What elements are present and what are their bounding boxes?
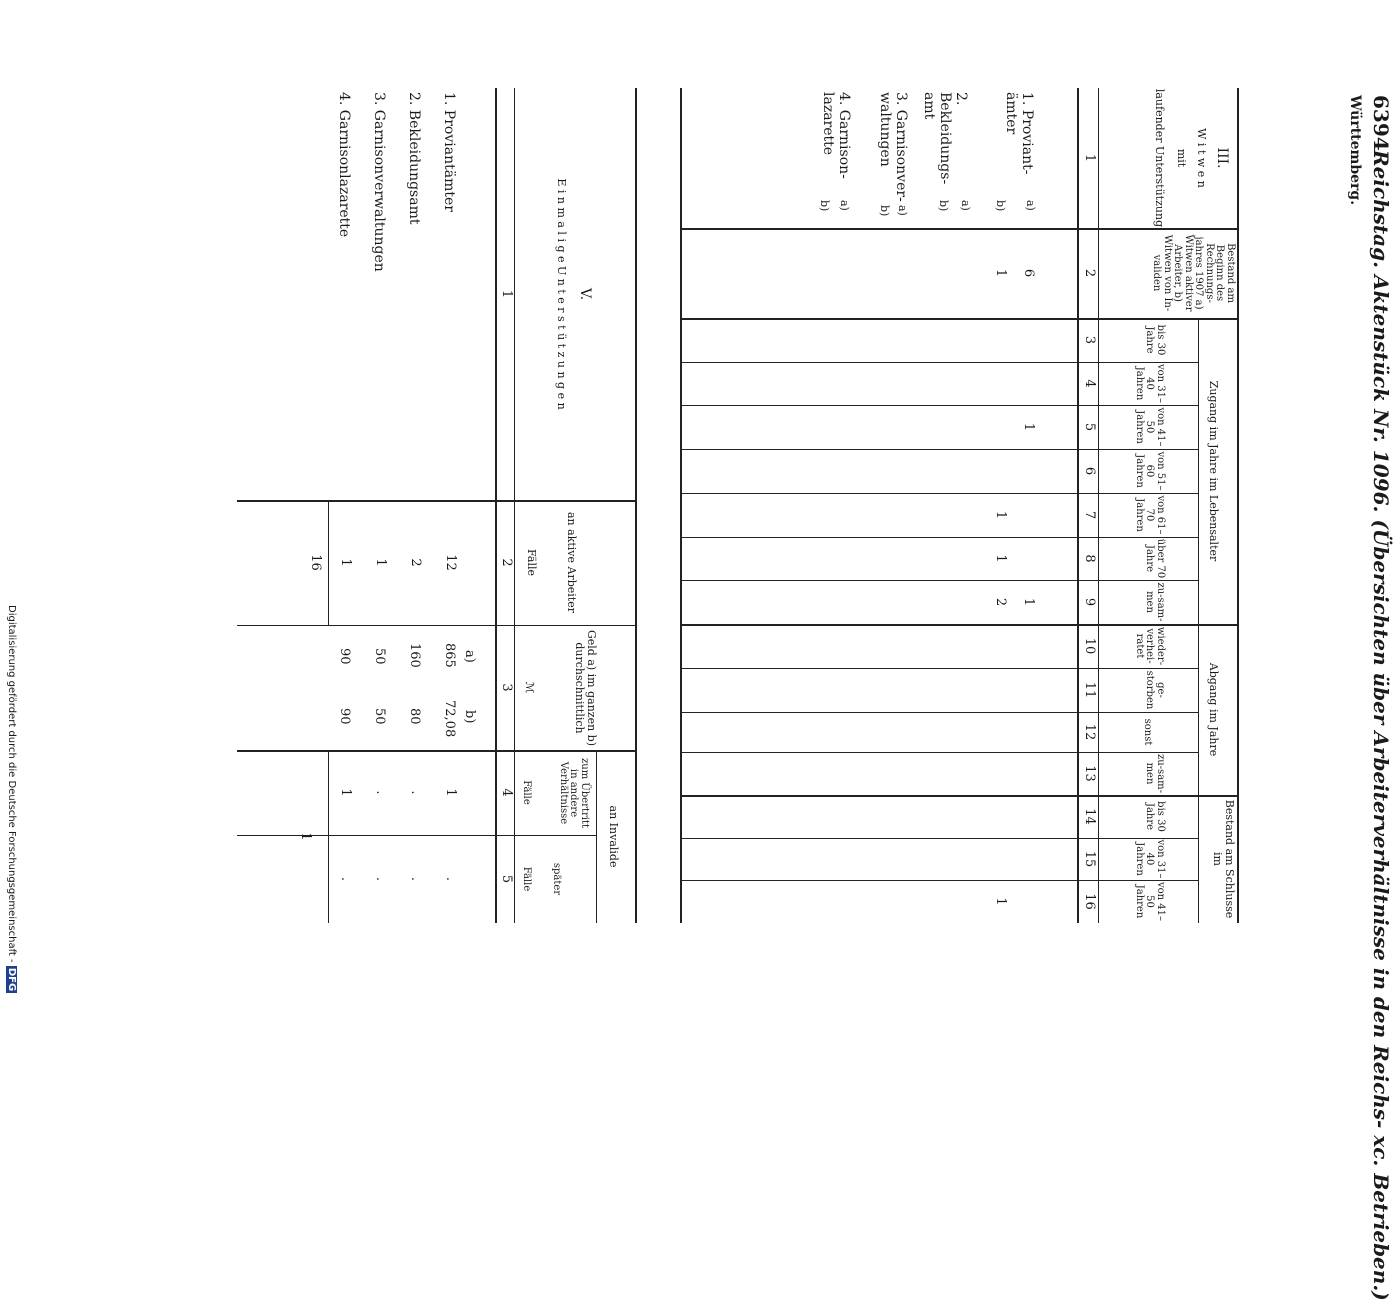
page-number: 6394: [1369, 95, 1393, 151]
watermark-text: [4, 605, 18, 995]
table5-row-2-faelle: 2: [408, 558, 423, 567]
table5-row-1-geld-b: 72,08: [442, 700, 457, 738]
table3-r1b-col9: 2: [993, 597, 1008, 607]
table5-row-4-faelle: 1: [338, 558, 353, 567]
table3-r1b-bestand: 1: [993, 268, 1008, 278]
table5-row-3-spaeter: .: [373, 876, 388, 882]
table3-sep-11: [682, 712, 1199, 713]
table5-head-geld: Geld a) im ganzen b) durchschnittlich: [573, 629, 598, 747]
table3-colnum-7: 7: [1082, 510, 1097, 520]
table3-col-number-rule: [1098, 88, 1099, 923]
table5-head-invalide: an Invalide: [607, 805, 620, 868]
table3-group-rule: [1198, 318, 1199, 923]
table3-r1b-col16: 1: [993, 897, 1008, 906]
table3-sep-4: [682, 405, 1199, 406]
table3-colnum-11: 11: [1082, 681, 1097, 699]
table3-sep-10: [682, 668, 1199, 669]
table3-row-4-label: 4. Garnison-lazarette: [820, 92, 852, 179]
table3-row-3-a: a): [896, 205, 909, 216]
table3-row-3-b: b): [878, 205, 891, 217]
table3-head-bestand: Bestand am Beginn des Rechnungs-jahres 1907 a) Witwen aktiver Arbeiter, b) Witwen von In-validen: [1151, 234, 1236, 312]
page-header-title: Reichstag. Aktenstück Nr. 1096. (Übersichten über Arbeiterverhältnisse in den Reichs- xc. Betrieben.): [1369, 150, 1393, 1301]
table3-row-1-label: 1. Proviant-ämter: [1003, 92, 1035, 175]
table3-title-witwen: W i t w e n: [1195, 128, 1208, 188]
table3-colnum-15: 15: [1082, 850, 1097, 868]
table3-sep-6: [682, 493, 1199, 494]
table5-row-4-label: 4. Garnisonlazarette: [336, 92, 352, 238]
table3-sep-5: [682, 449, 1199, 450]
table3-colnum-10: 10: [1082, 637, 1097, 655]
table5-colnum-1: 1: [499, 289, 514, 299]
table5-body-rule: [495, 88, 497, 923]
table3-sep-8: [682, 580, 1199, 581]
table3-sub-31-40: von 31–40 Jahren: [1134, 363, 1166, 403]
table5-colnum-2: 2: [499, 558, 514, 567]
table3-row-2-label: 2. Bekleidungs-amt: [921, 92, 969, 185]
table3-r1a-col5: 1: [1021, 422, 1036, 432]
table3-sub-41-50: von 41–50 Jahren: [1134, 407, 1166, 447]
table5-col-number-rule: [514, 88, 515, 923]
table3-colnum-14: 14: [1082, 808, 1097, 825]
table5-row-4-uebertritt: 1: [338, 788, 353, 797]
table5-head-faelle2: Fälle: [521, 780, 532, 805]
table5-head-spaeter: später: [551, 862, 562, 896]
table3-sep-7: [682, 537, 1199, 538]
watermark: [4, 605, 18, 995]
table3-title-laufender: laufender Unterstützung: [1153, 88, 1166, 228]
watermark-label: Digitalisierung gefördert durch die Deutsche Forschungsgemeinschaft -: [6, 605, 17, 963]
table3-row-1-b: b): [994, 200, 1007, 212]
table3-r1a-col9: 1: [1021, 597, 1036, 607]
table5-row-1-spaeter: .: [443, 876, 458, 882]
table5-colnum-5: 5: [499, 874, 514, 884]
table3-row-4-b: b): [818, 200, 831, 212]
table5-row-2-uebertritt: .: [408, 790, 423, 795]
table3-colnum-13: 13: [1082, 765, 1097, 782]
table5-row-1-geld-a: 865: [442, 643, 457, 668]
table3-sub-s-41-50: von 41–50 Jahren: [1134, 881, 1166, 921]
table5-row-4-geld-b: 90: [337, 708, 352, 725]
table3-r1b-col8: 1: [993, 554, 1008, 563]
table5-head-uebertritt: zum Übertritt in andere Verhältnisse: [558, 758, 590, 828]
table5-row-1-faelle: 12: [443, 554, 458, 571]
table3-colnum-5: 5: [1082, 422, 1097, 432]
table3-head-schluss: Bestand am Schlusse im: [1211, 799, 1236, 919]
table3-sep-14: [682, 838, 1199, 839]
table5-invalide-rule: [596, 750, 597, 923]
table3-sep-12: [682, 752, 1199, 753]
table5-total-faelle: 16: [308, 554, 323, 571]
table3-sub-zus2: zu-sam-men: [1144, 753, 1166, 794]
table5-row-3-geld-a: 50: [372, 648, 387, 665]
table3-colnum-1: 1: [1082, 153, 1097, 163]
table3-sep-15: [682, 880, 1199, 881]
table3-row-2-a: a): [959, 200, 972, 211]
table3-row-1-a: a): [1024, 200, 1037, 211]
table5-geld-a: a): [462, 650, 477, 663]
table3-head-abgang: Abgang im Jahre: [1207, 662, 1220, 757]
table5-head-aktive: an aktive Arbeiter: [565, 512, 578, 613]
table3-colnum-12: 12: [1082, 723, 1097, 741]
state-label: Württemberg.: [1347, 95, 1363, 206]
table3-top-rule: [1237, 88, 1239, 923]
table5-row-2-label: 2. Bekleidungsamt: [406, 92, 422, 225]
table3-bottom-rule: [680, 88, 682, 923]
table5-row-1-uebertritt: 1: [443, 788, 458, 797]
table3-sub-sonst: sonst: [1142, 718, 1153, 746]
table3-head-zugang: Zugang im Jahre im Lebensalter: [1207, 380, 1220, 562]
table3-colnum-9: 9: [1082, 597, 1097, 607]
table5-head-mark: ℳ: [523, 681, 536, 694]
table5-roman: V.: [577, 287, 593, 301]
table3-sub-bis30: bis 30 Jahre: [1144, 324, 1166, 356]
table3-sep-3: [682, 362, 1199, 363]
table5-row-2-spaeter: .: [408, 876, 423, 882]
table3-sub-61-70: von 61–70 Jahren: [1134, 495, 1166, 535]
table3-row-3-label: 3. Garnisonver-waltungen: [877, 92, 909, 202]
table5-colnum-4: 4: [499, 788, 514, 797]
table5-sep-2: [237, 625, 637, 626]
table5-title: E i n m a l i g e U n t e r s t ü t z u n g e n: [555, 178, 568, 410]
table5-sum-rule-faelle: [328, 500, 329, 625]
table5-row-4-geld-a: 90: [337, 648, 352, 665]
dfg-logo: DFG: [6, 967, 17, 992]
table5-row-4-spaeter: .: [338, 876, 353, 882]
table3-colnum-8: 8: [1082, 554, 1097, 563]
table3-title-mit: mit: [1175, 148, 1188, 168]
table5-row-3-label: 3. Garnisonverwaltungen: [371, 92, 387, 272]
table3-sub-s-bis30: bis 30 Jahre: [1144, 801, 1166, 832]
table3-sub-gestorben: ge-storben: [1144, 670, 1166, 710]
table3-sub-zus: zu-sam-men: [1144, 582, 1166, 622]
table3-sub-s-31-40: von 31–40 Jahren: [1134, 839, 1166, 879]
table3-sub-wieder: wieder-verhei-ratet: [1134, 626, 1166, 666]
table5-row-3-uebertritt: .: [373, 790, 388, 795]
table3-row-2-b: b): [937, 200, 950, 212]
table3-body-rule: [1077, 88, 1079, 923]
table5-sum-rule-invalide: [328, 750, 329, 923]
table5-row-2-geld-a: 160: [407, 643, 422, 668]
table5-row-2-geld-b: 80: [407, 708, 422, 725]
table5-row-3-faelle: 1: [373, 558, 388, 567]
table3-sub-ueber70: über 70 Jahre: [1144, 538, 1166, 579]
table3-colnum-6: 6: [1082, 466, 1097, 476]
table3-sub-51-60: von 51–60 Jahren: [1134, 451, 1166, 491]
table5-colnum-3: 3: [499, 683, 514, 692]
table5-sep-1: [237, 500, 637, 502]
table5-geld-b: b): [462, 710, 477, 724]
table3-colnum-16: 16: [1082, 893, 1097, 910]
table5-head-faelle3: Fälle: [521, 866, 532, 892]
table3-colnum-3: 3: [1082, 335, 1097, 345]
table5-top-rule: [635, 88, 637, 923]
table3-colnum-2: 2: [1082, 268, 1097, 278]
table3-roman: III.: [1214, 147, 1230, 169]
table5-row-1-label: 1. Proviantämter: [441, 92, 457, 212]
table3-r1a-bestand: 6: [1021, 268, 1036, 278]
table3-r1b-col7: 1: [993, 510, 1008, 520]
table3-colnum-4: 4: [1082, 379, 1097, 388]
table5-head-faelle: Fälle: [525, 549, 538, 576]
table3-row-4-a: a): [838, 200, 851, 211]
table5-row-3-geld-b: 50: [372, 708, 387, 725]
table5-total-uebertritt: 1: [298, 832, 313, 841]
